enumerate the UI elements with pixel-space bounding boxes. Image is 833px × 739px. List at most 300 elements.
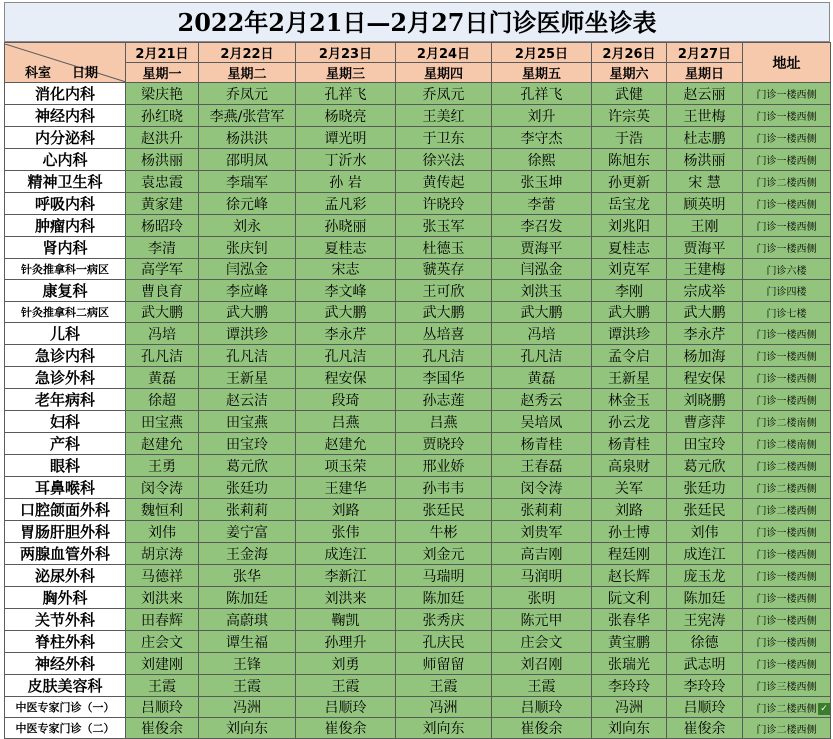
department-cell: 急诊外科 [5,367,126,389]
doctor-cell: 胡京涛 [126,543,199,565]
doctor-cell: 刘升 [492,105,592,127]
doctor-cell: 顾英明 [667,193,743,215]
table-row [5,237,831,259]
doctor-cell: 王霞 [126,675,199,697]
doctor-cell: 武大鹏 [296,302,396,323]
doctor-cell: 贾海平 [667,237,743,259]
address-cell: 门诊二楼西侧 [743,455,831,477]
doctor-cell: 武大鹏 [667,302,743,323]
doctor-cell: 刘金元 [396,543,492,565]
date-header: 2月21日 [126,43,199,63]
table-row [5,499,831,521]
doctor-cell: 葛元欣 [199,455,296,477]
doctor-cell: 赵建允 [126,433,199,455]
doctor-cell: 徐超 [126,389,199,411]
doctor-cell: 成连江 [296,543,396,565]
doctor-cell: 李守杰 [492,127,592,149]
doctor-cell: 李燕/张营军 [199,105,296,127]
doctor-cell: 陈旭东 [592,149,667,171]
doctor-cell: 徐元峰 [199,193,296,215]
doctor-cell: 项玉荣 [296,455,396,477]
doctor-cell: 王霞 [396,675,492,697]
doctor-cell: 张明 [492,587,592,609]
table-row [5,631,831,653]
doctor-cell: 武大鹏 [492,302,592,323]
address-cell: 门诊一楼西侧 [743,653,831,675]
department-cell: 老年病科 [5,389,126,411]
doctor-cell: 姜宁富 [199,521,296,543]
doctor-cell: 乔凤元 [199,83,296,105]
doctor-cell: 刘向东 [592,718,667,739]
department-cell: 胸外科 [5,587,126,609]
doctor-cell: 杨青桂 [492,433,592,455]
department-cell: 两腺血管外科 [5,543,126,565]
doctor-cell: 王宪涛 [667,609,743,631]
doctor-cell: 贾晓玲 [396,433,492,455]
corner-diagonal [5,44,126,82]
doctor-cell: 张莉莉 [492,499,592,521]
doctor-cell: 于浩 [592,127,667,149]
department-cell: 神经内科 [5,105,126,127]
table-row [5,653,831,675]
table-row [5,127,831,149]
doctor-cell: 师留留 [396,653,492,675]
department-cell: 皮肤美容科 [5,675,126,697]
table-row [5,345,831,367]
doctor-cell: 武大鹏 [126,302,199,323]
doctor-cell: 王霞 [492,675,592,697]
doctor-cell: 鞠凯 [296,609,396,631]
department-cell: 肾内科 [5,237,126,259]
doctor-cell: 成连江 [667,543,743,565]
address-cell: 门诊二楼西侧 [743,718,831,739]
doctor-cell: 李永芹 [296,323,396,345]
doctor-cell: 张伟 [296,521,396,543]
doctor-cell: 程安保 [296,367,396,389]
doctor-cell: 孔凡洁 [296,345,396,367]
doctor-cell: 孙更新 [592,171,667,193]
doctor-cell: 虢英存 [396,259,492,280]
doctor-cell: 陈加廷 [667,587,743,609]
doctor-cell: 刘路 [592,499,667,521]
doctor-cell: 丛培喜 [396,323,492,345]
doctor-cell: 李新江 [296,565,396,587]
doctor-cell: 吕顺玲 [492,697,592,718]
doctor-cell: 乔凤元 [396,83,492,105]
doctor-cell: 冯培 [126,323,199,345]
doctor-cell: 王建梅 [667,259,743,280]
doctor-cell: 吕顺玲 [296,697,396,718]
department-cell: 泌尿外科 [5,565,126,587]
schedule-body [5,83,831,739]
address-cell: 门诊四楼 [743,280,831,302]
doctor-cell: 宋志 [296,259,396,280]
doctor-cell: 刘永 [199,215,296,237]
doctor-cell: 黄家建 [126,193,199,215]
doctor-cell: 刘洪玉 [492,280,592,302]
doctor-cell: 孙红晓 [126,105,199,127]
department-cell: 胃肠肝胆外科 [5,521,126,543]
department-cell: 脊柱外科 [5,631,126,653]
doctor-cell: 黄磊 [126,367,199,389]
doctor-cell: 武大鹏 [592,302,667,323]
doctor-cell: 刘向东 [396,718,492,739]
doctor-cell: 杨加海 [667,345,743,367]
doctor-cell: 葛元欣 [667,455,743,477]
doctor-cell: 张廷民 [396,499,492,521]
doctor-cell: 刘勇 [296,653,396,675]
department-cell: 内分泌科 [5,127,126,149]
doctor-cell: 谭光明 [296,127,396,149]
doctor-cell: 黄传起 [396,171,492,193]
doctor-cell: 王霞 [199,675,296,697]
table-row [5,259,831,280]
doctor-cell: 闫泓金 [492,259,592,280]
department-cell: 针灸推拿科二病区 [5,302,126,323]
doctor-cell: 孔凡洁 [126,345,199,367]
address-cell: 门诊一楼西侧 [743,367,831,389]
doctor-cell: 李蕾 [492,193,592,215]
doctor-cell: 刘伟 [667,521,743,543]
doctor-cell: 王美红 [396,105,492,127]
doctor-cell: 张廷功 [667,477,743,499]
doctor-cell: 夏桂志 [592,237,667,259]
address-cell: 门诊一楼西侧 [743,193,831,215]
doctor-cell: 梁庆艳 [126,83,199,105]
doctor-cell: 林金玉 [592,389,667,411]
doctor-cell: 曹彦萍 [667,411,743,433]
doctor-cell: 田宝燕 [126,411,199,433]
page-title: 2022年2月21日—2月27日门诊医师坐诊表 [4,2,830,42]
department-cell: 产科 [5,433,126,455]
doctor-cell: 关军 [592,477,667,499]
doctor-cell: 王勇 [126,455,199,477]
address-header: 地址 [743,43,831,83]
doctor-cell: 高吉刚 [492,543,592,565]
doctor-cell: 武志明 [667,653,743,675]
department-cell: 急诊内科 [5,345,126,367]
doctor-cell: 刘洪来 [296,587,396,609]
doctor-cell: 冯洲 [592,697,667,718]
doctor-cell: 崔俊余 [492,718,592,739]
doctor-cell: 刘伟 [126,521,199,543]
date-header: 2月23日 [296,43,396,63]
table-row [5,675,831,697]
doctor-cell: 吕顺玲 [667,697,743,718]
address-cell: 门诊二楼南侧 [743,433,831,455]
sheet-corner-icon: ✓ [818,703,830,715]
weekday-header: 星期日 [667,63,743,83]
doctor-cell: 许晓玲 [396,193,492,215]
doctor-cell: 张庆钊 [199,237,296,259]
doctor-cell: 庞玉龙 [667,565,743,587]
doctor-cell: 张玉坤 [492,171,592,193]
doctor-cell: 吕燕 [296,411,396,433]
doctor-cell: 李刚 [592,280,667,302]
doctor-cell: 陈元甲 [492,609,592,631]
weekday-header: 星期五 [492,63,592,83]
table-row [5,149,831,171]
doctor-cell: 张廷民 [667,499,743,521]
table-row [5,433,831,455]
doctor-cell: 王世梅 [667,105,743,127]
doctor-cell: 岳宝龙 [592,193,667,215]
doctor-cell: 马德祥 [126,565,199,587]
table-row [5,389,831,411]
doctor-cell: 孙理升 [296,631,396,653]
doctor-cell: 宋 慧 [667,171,743,193]
doctor-cell: 王金海 [199,543,296,565]
doctor-cell: 孟令启 [592,345,667,367]
table-row [5,171,831,193]
doctor-cell: 段琦 [296,389,396,411]
doctor-cell: 崔俊余 [296,718,396,739]
doctor-cell: 孙 岩 [296,171,396,193]
doctor-cell: 邵明凤 [199,149,296,171]
doctor-cell: 宗成举 [667,280,743,302]
table-row [5,587,831,609]
department-cell: 关节外科 [5,609,126,631]
doctor-cell: 王可欣 [396,280,492,302]
doctor-cell: 张瑞光 [592,653,667,675]
department-cell: 针灸推拿科一病区 [5,259,126,280]
doctor-cell: 许宗英 [592,105,667,127]
doctor-cell: 李国华 [396,367,492,389]
address-cell: 门诊一楼西侧 [743,631,831,653]
address-cell: 门诊二楼西侧 [743,171,831,193]
doctor-cell: 李瑞军 [199,171,296,193]
doctor-cell: 田宝燕 [199,411,296,433]
doctor-cell: 孔凡洁 [492,345,592,367]
doctor-cell: 王刚 [667,215,743,237]
doctor-cell: 杨洪丽 [667,149,743,171]
doctor-cell: 孙晓丽 [296,215,396,237]
doctor-cell: 冯洲 [199,697,296,718]
department-cell: 肿瘤内科 [5,215,126,237]
doctor-cell: 李永芹 [667,323,743,345]
doctor-cell: 徐熙 [492,149,592,171]
doctor-cell: 杨洪丽 [126,149,199,171]
doctor-cell: 崔俊余 [667,718,743,739]
doctor-cell: 赵长辉 [592,565,667,587]
doctor-cell: 武健 [592,83,667,105]
address-cell: 门诊一楼西侧 [743,565,831,587]
doctor-cell: 高蔚琪 [199,609,296,631]
doctor-cell: 刘兆阳 [592,215,667,237]
doctor-cell: 闫泓金 [199,259,296,280]
doctor-cell: 贾海平 [492,237,592,259]
doctor-cell: 马瑞明 [396,565,492,587]
doctor-cell: 黄磊 [492,367,592,389]
doctor-cell: 孙云龙 [592,411,667,433]
table-row [5,477,831,499]
department-cell: 妇科 [5,411,126,433]
weekday-header: 星期六 [592,63,667,83]
doctor-cell: 杜志鹏 [667,127,743,149]
doctor-cell: 徐兴法 [396,149,492,171]
header-corner [5,43,126,83]
table-row [5,697,831,718]
table-row [5,367,831,389]
address-cell: 门诊一楼西侧 [743,521,831,543]
doctor-cell: 庄会文 [126,631,199,653]
doctor-cell: 王新星 [592,367,667,389]
doctor-cell: 闵令涛 [126,477,199,499]
doctor-cell: 刘向东 [199,718,296,739]
doctor-cell: 徐德 [667,631,743,653]
table-row [5,411,831,433]
address-cell: 门诊一楼西侧 [743,105,831,127]
address-cell: 门诊一楼西侧 [743,83,831,105]
doctor-cell: 丁沂水 [296,149,396,171]
doctor-cell: 李召发 [492,215,592,237]
doctor-cell: 田宝玲 [667,433,743,455]
weekday-header: 星期三 [296,63,396,83]
doctor-cell: 张秀庆 [396,609,492,631]
doctor-cell: 吕顺玲 [126,697,199,718]
doctor-cell: 刘路 [296,499,396,521]
doctor-cell: 高泉财 [592,455,667,477]
doctor-cell: 王建华 [296,477,396,499]
department-cell: 眼科 [5,455,126,477]
doctor-cell: 李文峰 [296,280,396,302]
department-cell: 口腔颌面外科 [5,499,126,521]
doctor-cell: 冯培 [492,323,592,345]
department-cell: 康复科 [5,280,126,302]
department-cell: 精神卫生科 [5,171,126,193]
address-cell: 门诊一楼西侧 [743,323,831,345]
doctor-cell: 谭生福 [199,631,296,653]
doctor-cell: 崔俊余 [126,718,199,739]
table-row [5,323,831,345]
schedule-table [4,42,831,739]
address-cell: 门诊六楼 [743,259,831,280]
address-cell: 门诊一楼西侧 [743,609,831,631]
doctor-cell: 杨昭玲 [126,215,199,237]
doctor-cell: 孔凡洁 [396,345,492,367]
doctor-cell: 刘克军 [592,259,667,280]
address-cell: 门诊一楼西侧 [743,215,831,237]
doctor-cell: 夏桂志 [296,237,396,259]
doctor-cell: 李玲玲 [667,675,743,697]
doctor-cell: 李玲玲 [592,675,667,697]
weekday-header: 星期四 [396,63,492,83]
department-cell: 消化内科 [5,83,126,105]
doctor-cell: 张春华 [592,609,667,631]
doctor-cell: 赵云洁 [199,389,296,411]
doctor-cell: 陈加廷 [396,587,492,609]
doctor-cell: 牛彬 [396,521,492,543]
doctor-cell: 李清 [126,237,199,259]
doctor-cell: 武大鹏 [199,302,296,323]
date-header: 2月22日 [199,43,296,63]
doctor-cell: 陈加廷 [199,587,296,609]
doctor-cell: 杜德玉 [396,237,492,259]
doctor-cell: 黄宝鹏 [592,631,667,653]
doctor-cell: 于卫东 [396,127,492,149]
doctor-cell: 田春辉 [126,609,199,631]
department-cell: 中医专家门诊（一） [5,697,126,718]
department-cell: 中医专家门诊（二） [5,718,126,739]
table-row [5,302,831,323]
doctor-cell: 赵洪升 [126,127,199,149]
doctor-cell: 魏恒利 [126,499,199,521]
doctor-cell: 王新星 [199,367,296,389]
doctor-cell: 张华 [199,565,296,587]
doctor-cell: 高学军 [126,259,199,280]
address-cell: 门诊一楼西侧 [743,237,831,259]
address-cell: 门诊二楼南侧 [743,411,831,433]
doctor-cell: 孙士博 [592,521,667,543]
address-cell: 门诊一楼西侧 [743,543,831,565]
address-cell: 门诊一楼西侧 [743,389,831,411]
table-row [5,609,831,631]
address-cell: 门诊二楼西侧 [743,697,831,718]
department-cell: 耳鼻喉科 [5,477,126,499]
doctor-cell: 王霞 [296,675,396,697]
address-cell: 门诊一楼西侧 [743,345,831,367]
doctor-cell: 谭洪珍 [199,323,296,345]
doctor-cell: 吕燕 [396,411,492,433]
doctor-cell: 孔凡洁 [199,345,296,367]
doctor-cell: 孙志莲 [396,389,492,411]
address-cell: 门诊一楼西侧 [743,149,831,171]
date-header: 2月26日 [592,43,667,63]
corner-date-label: 日期 [72,65,99,81]
doctor-cell: 谭洪珍 [592,323,667,345]
doctor-cell: 刘晓鹏 [667,389,743,411]
doctor-cell: 孙韦韦 [396,477,492,499]
weekday-header: 星期二 [199,63,296,83]
table-row [5,455,831,477]
doctor-cell: 李应峰 [199,280,296,302]
doctor-cell: 杨青桂 [592,433,667,455]
doctor-cell: 武大鹏 [396,302,492,323]
address-cell: 门诊三楼西侧 [743,675,831,697]
address-cell: 门诊二楼西侧 [743,499,831,521]
date-header: 2月27日 [667,43,743,63]
doctor-cell: 张廷功 [199,477,296,499]
table-row [5,565,831,587]
table-row [5,83,831,105]
doctor-cell: 田宝玲 [199,433,296,455]
department-cell: 心内科 [5,149,126,171]
doctor-cell: 王春磊 [492,455,592,477]
doctor-cell: 赵建允 [296,433,396,455]
doctor-cell: 冯洲 [396,697,492,718]
doctor-cell: 刘贵军 [492,521,592,543]
weekday-header: 星期一 [126,63,199,83]
doctor-cell: 张莉莉 [199,499,296,521]
doctor-cell: 孔庆民 [396,631,492,653]
doctor-cell: 邢业娇 [396,455,492,477]
doctor-cell: 杨晓亮 [296,105,396,127]
table-row [5,105,831,127]
doctor-cell: 张玉军 [396,215,492,237]
table-row [5,193,831,215]
doctor-cell: 吴培凤 [492,411,592,433]
table-row [5,215,831,237]
address-cell: 门诊二楼西侧 [743,477,831,499]
doctor-cell: 刘洪来 [126,587,199,609]
doctor-cell: 曹良育 [126,280,199,302]
doctor-cell: 程安保 [667,367,743,389]
doctor-cell: 刘建刚 [126,653,199,675]
doctor-cell: 王锋 [199,653,296,675]
doctor-cell: 孔祥飞 [296,83,396,105]
table-row [5,543,831,565]
doctor-cell: 程廷刚 [592,543,667,565]
